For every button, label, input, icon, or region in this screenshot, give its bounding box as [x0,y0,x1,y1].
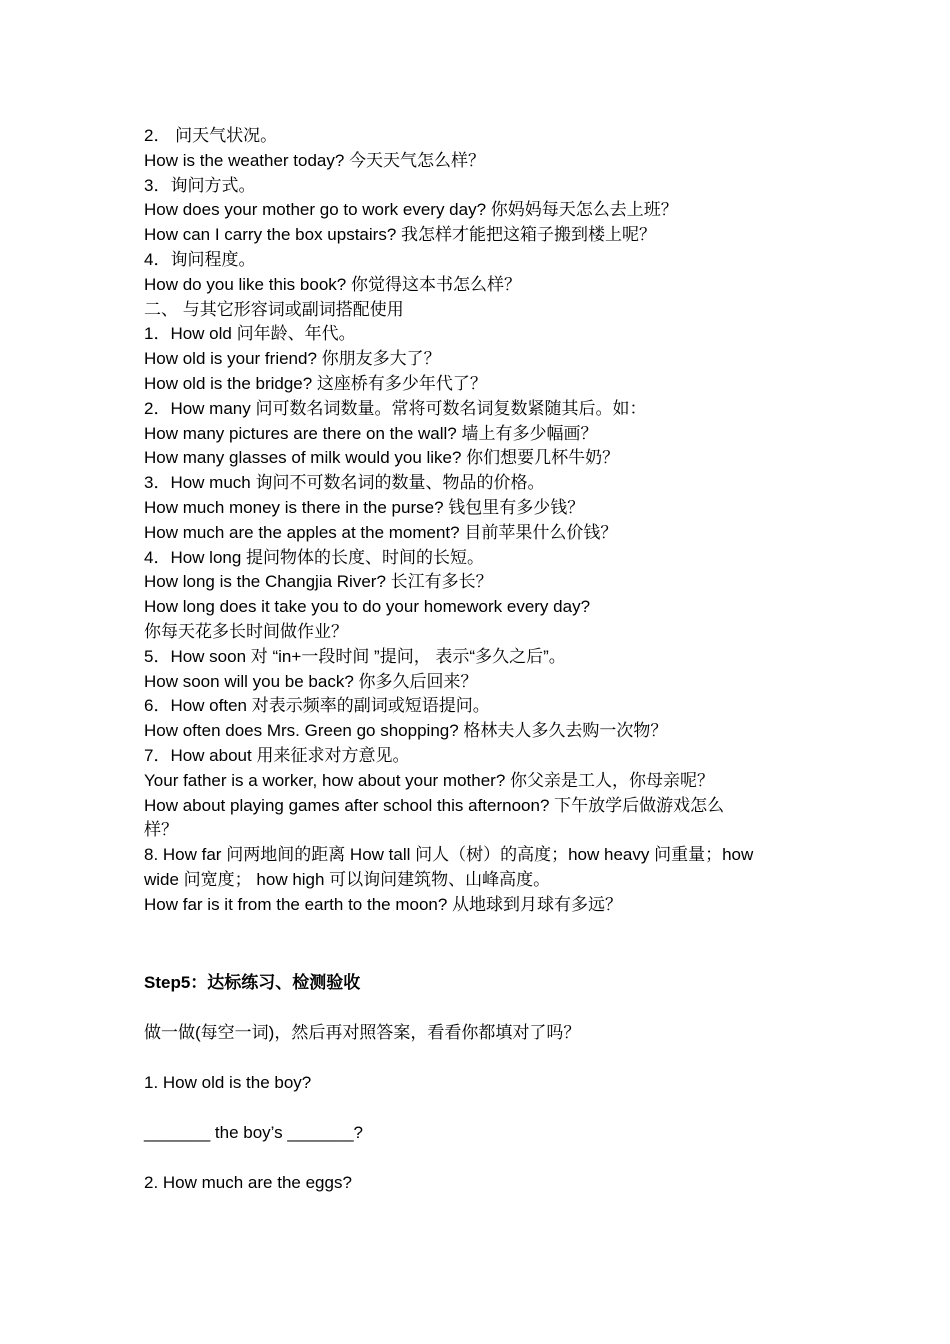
text-line: 1．How old 问年龄、年代。 [144,324,356,344]
text-line: How long does it take you to do your homework every day? [144,597,591,617]
text-line: Your father is a worker, how about your mother? 你父亲是工人，你母亲呢？ [144,770,715,790]
text-line: How much are the apples at the moment? 目前苹果什么价钱？ [144,522,618,542]
text-line: How is the weather today? 今天天气怎么样？ [144,150,486,170]
text-line: 4．询问程度。 [144,249,256,269]
exercise-question: 1. How old is the boy? [144,1073,312,1092]
text-line: 你每天花多长时间做作业？ [144,621,348,641]
text-line: How soon will you be back? 你多久后回来？ [144,671,478,691]
text-line: How long is the Changjia River? 长江有多长？ [144,572,493,592]
text-line: How many pictures are there on the wall? 墙上有多少幅画？ [144,423,598,443]
text-line: wide 问宽度； how high 可以询问建筑物、山峰高度。 [144,869,551,889]
text-line: How do you like this book? 你觉得这本书怎么样？ [144,274,521,294]
text-line: 6．How often 对表示频率的副词或短语提问。 [144,696,490,716]
text-line: 2．How many 问可数名词数量。常将可数名词复数紧随其后。如： [144,398,647,418]
text-line: How can I carry the box upstairs? 我怎样才能把这箱子搬到楼上呢？ [144,225,656,245]
exercise-blank-line: _______ the boy’s _______? [144,1123,363,1142]
text-line: How much money is there in the purse? 钱包里有多少钱？ [144,497,585,517]
text-line: How does your mother go to work every day? 你妈妈每天怎么去上班？ [144,200,678,220]
exercise-question: 2. How much are the eggs? [144,1173,352,1192]
section-heading: 二、 与其它形容词或副词搭配使用 [144,299,404,319]
text-line: 4．How long 提问物体的长度、时间的长短。 [144,547,485,567]
text-line: How many glasses of milk would you like? 你们想要几杯牛奶？ [144,448,620,468]
text-line: How about playing games after school this afternoon? 下午放学后做游戏怎么 [144,795,725,815]
text-body [144,124,824,918]
text-line: 7．How about 用来征求对方意见。 [144,745,410,765]
text-line: How often does Mrs. Green go shopping? 格林夫人多久去购一次物？ [144,721,668,741]
text-line: 8. How far 问两地间的距离 How tall 问人（树）的高度；how heavy 问重量；how [144,845,754,865]
text-line: How old is the bridge? 这座桥有多少年代了？ [144,373,487,393]
text-line: How far is it from the earth to the moon? 从地球到月球有多远？ [144,894,623,914]
text-line: 3．询问方式。 [144,175,256,195]
text-line: 5．How soon 对 “in+一段时间 ”提问， 表示“多久之后”。 [144,646,566,666]
text-line: 2． 问天气状况。 [144,126,278,145]
text-line: 样？ [144,820,178,840]
step-title: Step5：达标练习、检测验收 [144,973,361,992]
text-line: 3．How much 询问不可数名词的数量、物品的价格。 [144,473,545,493]
text-line: How old is your friend? 你朋友多大了？ [144,349,441,369]
exercise-instruction: 做一做(每空一词)，然后再对照答案，看看你都填对了吗？ [144,1023,581,1042]
